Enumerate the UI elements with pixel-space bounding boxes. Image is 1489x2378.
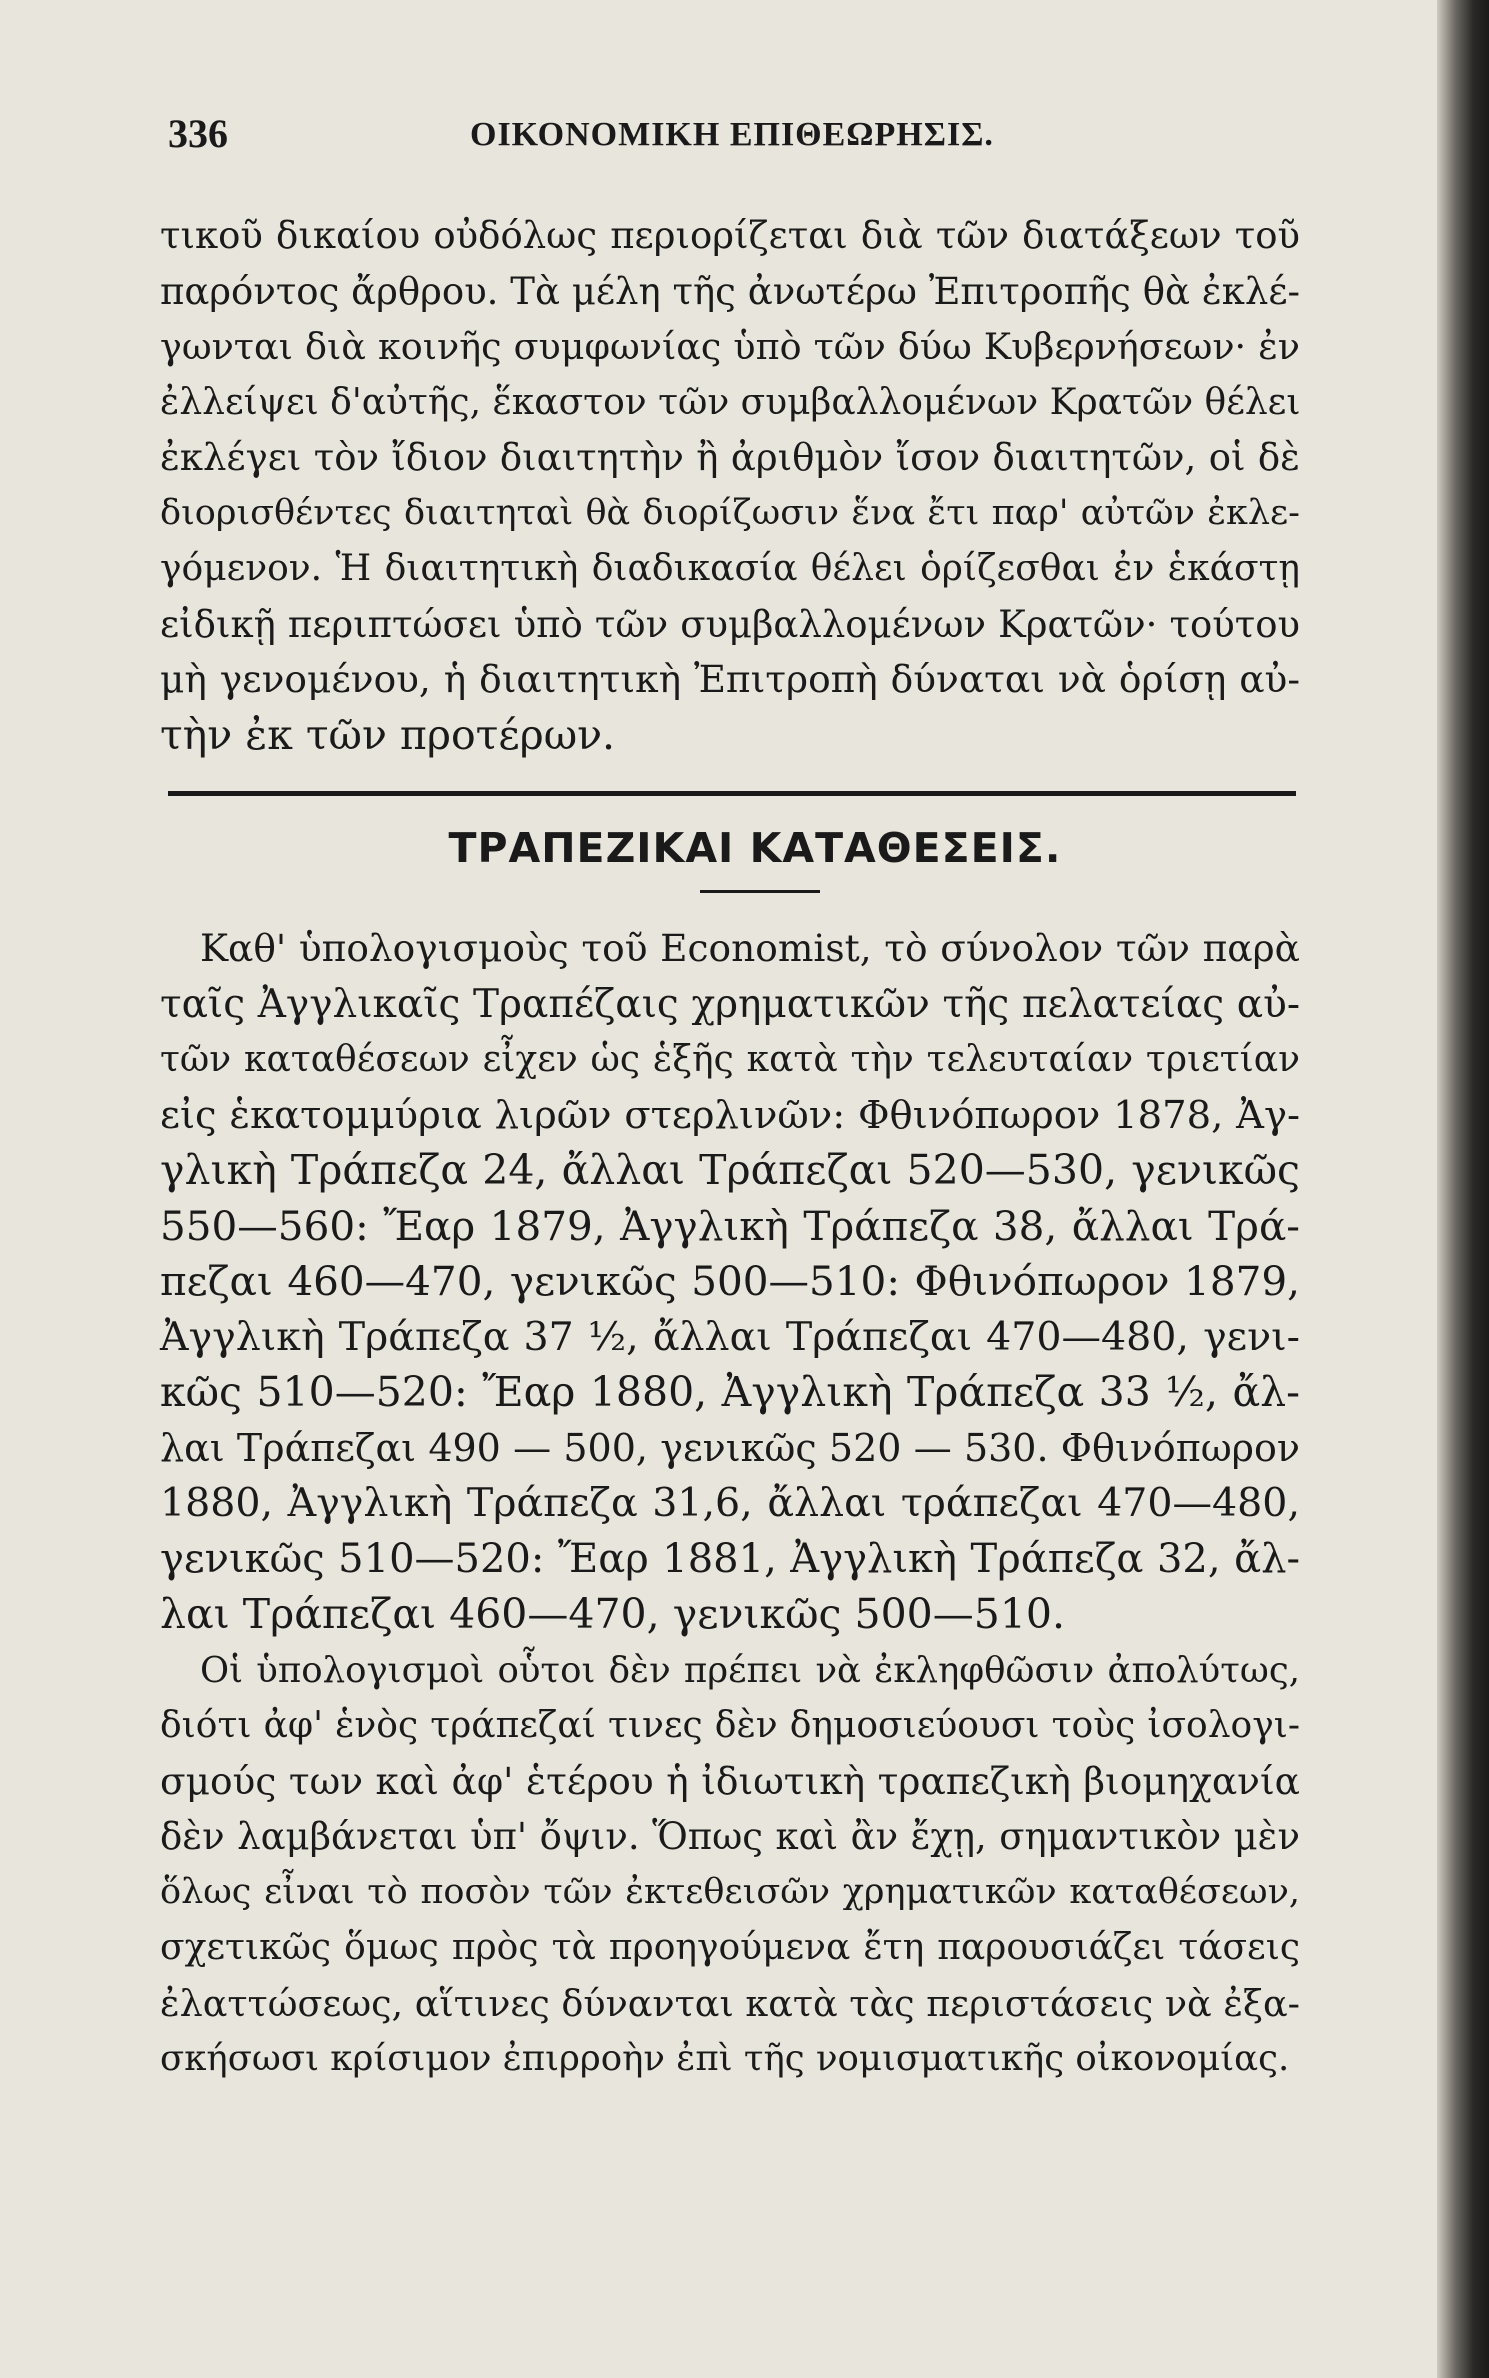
continuation-paragraph — [160, 208, 1300, 763]
text-line: γενικῶς 510—520: Ἔαρ 1881, Ἀγγλικὴ Τράπεζα 32, ἄλ- — [160, 1535, 1300, 1582]
text-line: λαι Τράπεζαι 490 — 500, γενικῶς 520 — 530. Φθινόπωρον — [160, 1425, 1300, 1470]
running-head: ΟΙΚΟΝΟΜΙΚΗ ΕΠΙΘΕΩΡΗΣΙΣ. — [470, 116, 994, 153]
text-line: ἐλαττώσεως, αἵτινες δύνανται κατὰ τὰς περιστάσεις νὰ ἐξα- — [160, 1981, 1300, 2025]
text-line: 1880, Ἀγγλικὴ Τράπεζα 31,6, ἄλλαι τράπεζαι 470—480, — [160, 1480, 1300, 1526]
text-line: ταῖς Ἀγγλικαῖς Τραπέζαις χρηματικῶν τῆς πελατείας αὐ- — [160, 981, 1300, 1027]
text-line: δὲν λαμβάνεται ὑπ' ὄψιν. Ὅπως καὶ ἂν ἔχῃ, σημαντικὸν μὲν — [160, 1815, 1300, 1858]
section-body — [160, 921, 1300, 2087]
text-line: ὅλως εἶναι τὸ ποσὸν τῶν ἐκτεθεισῶν χρηματικῶν καταθέσεων, — [160, 1871, 1300, 1912]
text-line: πεζαι 460—470, γενικῶς 500—510: Φθινόπωρον 1879, — [160, 1257, 1300, 1305]
text-line: Οἱ ὑπολογισμοὶ οὗτοι δὲν πρέπει νὰ ἐκληφθῶσιν ἀπολύτως, — [200, 1649, 1300, 1691]
title-underline — [700, 890, 820, 893]
text-line: μὴ γενομένου, ἡ διαιτητικὴ Ἐπιτροπὴ δύναται νὰ ὁρίσῃ αὐ- — [160, 657, 1300, 701]
text-line: διορισθέντες διαιτηταὶ θὰ διορίζωσιν ἕνα ἔτι παρ' αὐτῶν ἐκλε- — [160, 492, 1300, 533]
text-line: Ἀγγλικὴ Τράπεζα 37 ½, ἄλλαι Τράπεζαι 470—480, γενι- — [160, 1313, 1300, 1360]
text-line: κῶς 510—520: Ἔαρ 1880, Ἀγγλικὴ Τράπεζα 33 ½, ἄλ- — [160, 1368, 1300, 1416]
book-page — [160, 110, 1300, 2087]
text-line: λαι Τράπεζαι 460—470, γενικῶς 500—510. — [160, 1590, 1066, 1638]
text-line: τὴν ἐκ τῶν προτέρων. — [160, 710, 616, 759]
text-line: σκήσωσι κρίσιμον ἐπιρροὴν ἐπὶ τῆς νομισματικῆς οἰκονομίας. — [160, 2038, 1290, 2079]
page-number: 336 — [168, 111, 228, 156]
section-title: ΤΡΑΠΕΖΙΚΑΙ ΚΑΤΑΘΕΣΕΙΣ. — [448, 824, 1062, 872]
text-line: Καθ' ὑπολογισμοὺς τοῦ Economist, τὸ σύνολον τῶν παρὰ — [200, 926, 1300, 970]
text-line: γόμενον. Ἡ διαιτητικὴ διαδικασία θέλει ὁρίζεσθαι ἐν ἑκάστῃ — [160, 548, 1300, 589]
text-line: 550—560: Ἔαρ 1879, Ἀγγλικὴ Τράπεζα 38, ἄλλαι Τρά- — [160, 1201, 1300, 1250]
text-line: σχετικῶς ὅμως πρὸς τὰ προηγούμενα ἔτη παρουσιάζει τάσεις — [160, 1927, 1300, 1968]
text-line: τικοῦ δικαίου οὐδόλως περιορίζεται διὰ τῶν διατάξεων τοῦ — [160, 214, 1300, 257]
text-line: εἰς ἑκατομμύρια λιρῶν στερλινῶν: Φθινόπωρον 1878, Ἀγ- — [160, 1092, 1300, 1138]
text-line: παρόντος ἄρθρου. Τὰ μέλη τῆς ἀνωτέρω Ἐπιτροπῆς θὰ ἐκλέ- — [160, 269, 1300, 313]
text-line: εἰδικῇ περιπτώσει ὑπὸ τῶν συμβαλλομένων Κρατῶν· τούτου — [160, 602, 1300, 646]
page-header — [160, 110, 1300, 170]
text-line: γωνται διὰ κοινῆς συμφωνίας ὑπὸ τῶν δύω Κυβερνήσεων· ἐν — [160, 325, 1300, 368]
text-line: σμούς των καὶ ἀφ' ἑτέρου ἡ ἰδιωτικὴ τραπεζικὴ βιομηχανία — [160, 1758, 1300, 1803]
book-binding-edge — [1437, 0, 1489, 2378]
text-line: ἐλλείψει δ'αὐτῆς, ἕκαστον τῶν συμβαλλομένων Κρατῶν θέλει — [160, 381, 1301, 423]
text-line: γλικὴ Τράπεζα 24, ἄλλαι Τράπεζαι 520—530, γενικῶς — [160, 1146, 1300, 1194]
text-line: τῶν καταθέσεων εἶχεν ὡς ἑξῆς κατὰ τὴν τελευταίαν τριετίαν — [160, 1039, 1300, 1080]
text-line: διότι ἀφ' ἑνὸς τράπεζαί τινες δὲν δημοσιεύουσι τοὺς ἰσολογι- — [160, 1705, 1300, 1746]
text-line: ἐκλέγει τὸν ἴδιον διαιτητὴν ἢ ἀριθμὸν ἴσον διαιτητῶν, οἱ δὲ — [160, 436, 1300, 479]
section-divider — [168, 791, 1296, 796]
